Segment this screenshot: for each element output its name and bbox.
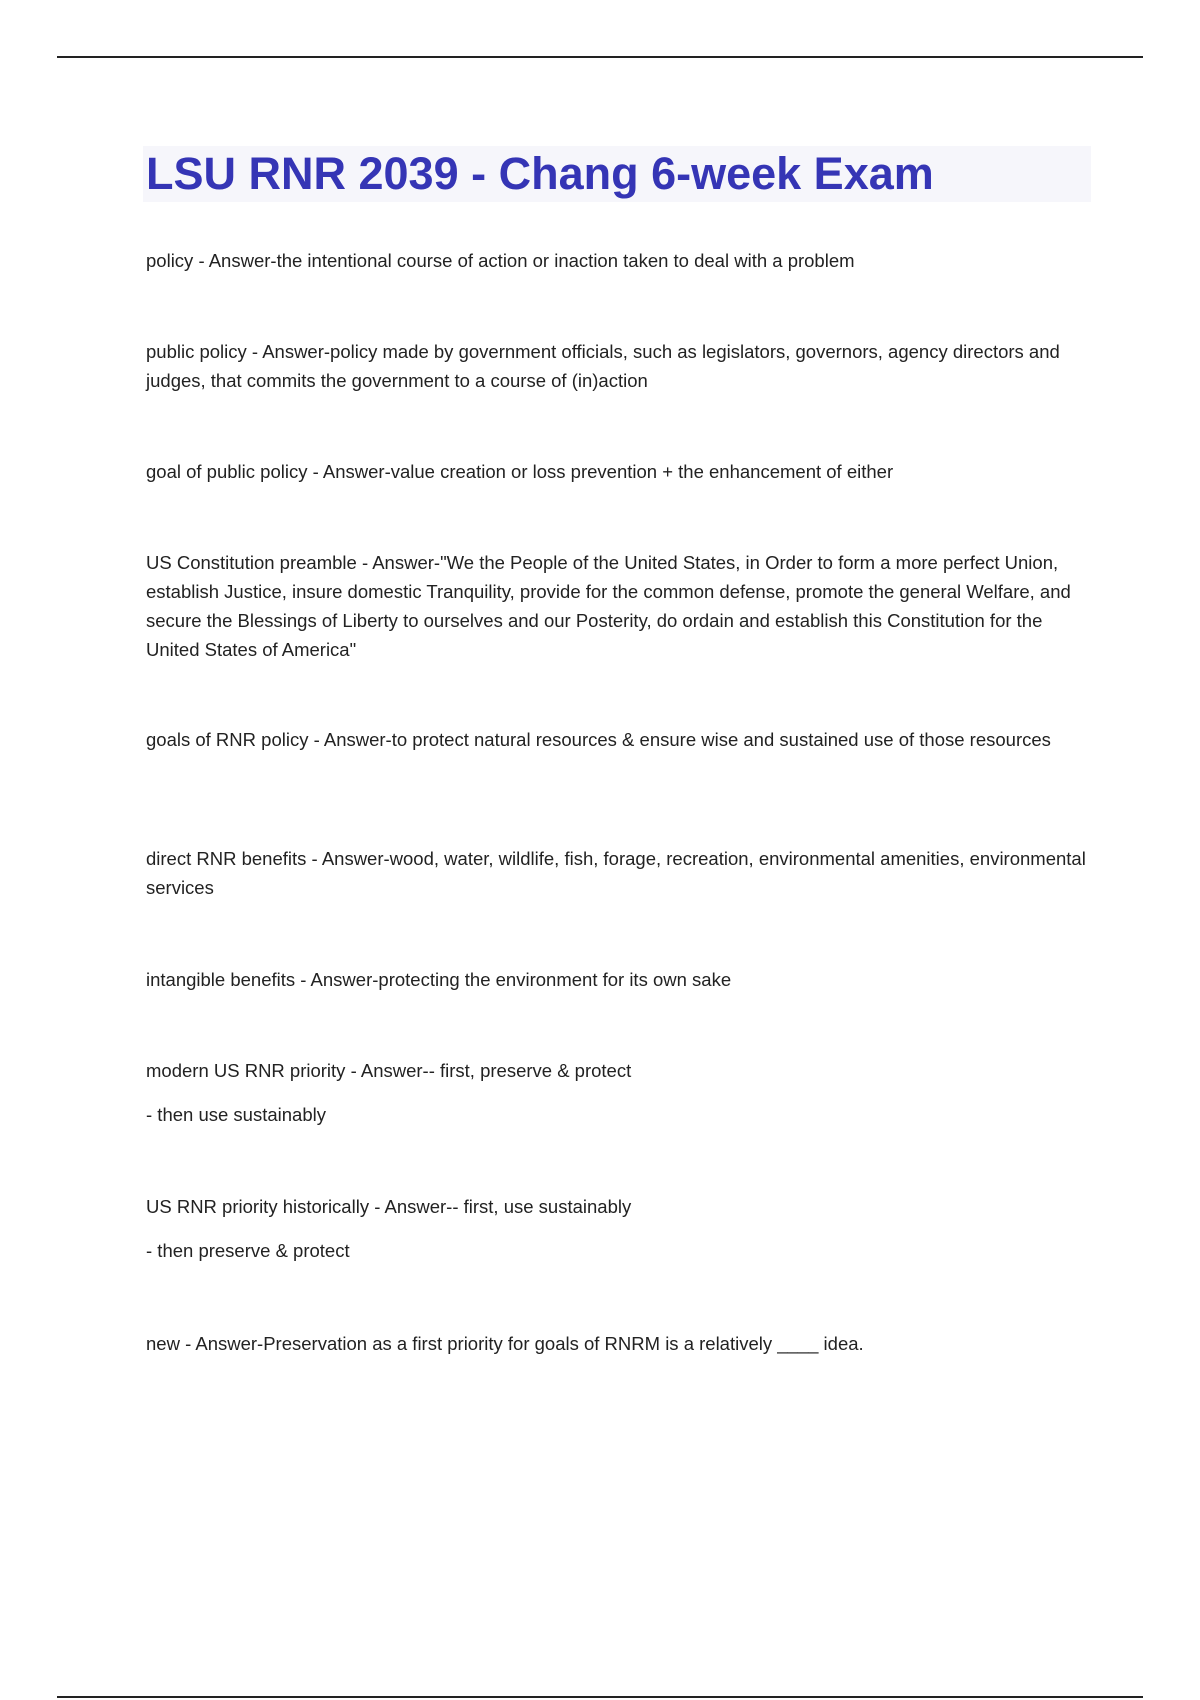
qa-item-constitution-preamble bbox=[146, 548, 1096, 664]
qa-item-intangible-benefits bbox=[146, 965, 1096, 994]
qa-item-goals-of-rnr-policy bbox=[146, 725, 1096, 754]
qa-item-new bbox=[146, 1329, 1096, 1358]
qa-text: modern US RNR priority - Answer-- first, preserve & protect bbox=[146, 1060, 632, 1081]
qa-continuation: - then use sustainably bbox=[146, 1104, 326, 1125]
qa-continuation: - then preserve & protect bbox=[146, 1240, 350, 1261]
bottom-rule bbox=[57, 1696, 1143, 1698]
qa-text: intangible benefits - Answer-protecting the environment for its own sake bbox=[146, 969, 732, 990]
qa-item-direct-rnr-benefits bbox=[146, 844, 1096, 902]
qa-text: direct RNR benefits - Answer-wood, water, wildlife, fish, forage, recreation, environmental amenities, environmental services bbox=[146, 848, 1086, 898]
top-rule bbox=[57, 56, 1143, 58]
qa-text: new - Answer-Preservation as a first priority for goals of RNRM is a relatively ____ idea. bbox=[146, 1333, 864, 1354]
qa-text: US RNR priority historically - Answer-- first, use sustainably bbox=[146, 1196, 632, 1217]
qa-text: public policy - Answer-policy made by government officials, such as legislators, governors, agency directors and judges, that commits the government to a course of (in)action bbox=[146, 341, 1060, 391]
qa-item-modern-rnr-priority bbox=[146, 1056, 1096, 1129]
qa-item-policy bbox=[146, 246, 1096, 275]
document-title: LSU RNR 2039 - Chang 6-week Exam bbox=[146, 148, 934, 199]
qa-text: policy - Answer-the intentional course of action or inaction taken to deal with a problem bbox=[146, 250, 855, 271]
qa-item-goal-of-public-policy bbox=[146, 457, 1096, 486]
qa-text: goals of RNR policy - Answer-to protect natural resources & ensure wise and sustained use of those resources bbox=[146, 729, 1051, 750]
qa-item-public-policy bbox=[146, 337, 1096, 395]
qa-item-historical-rnr-priority bbox=[146, 1192, 1096, 1265]
qa-text: US Constitution preamble - Answer-"We the People of the United States, in Order to form a more perfect Union, establish Justice, insure domestic Tranquility, provide for the common defense, promote the general Welfare, and secure the Blessings of Liberty to ourselves and our Posterity, do ordain and establish this Constitution for the United States of America" bbox=[146, 552, 1071, 660]
qa-text: goal of public policy - Answer-value creation or loss prevention + the enhancement of either bbox=[146, 461, 894, 482]
